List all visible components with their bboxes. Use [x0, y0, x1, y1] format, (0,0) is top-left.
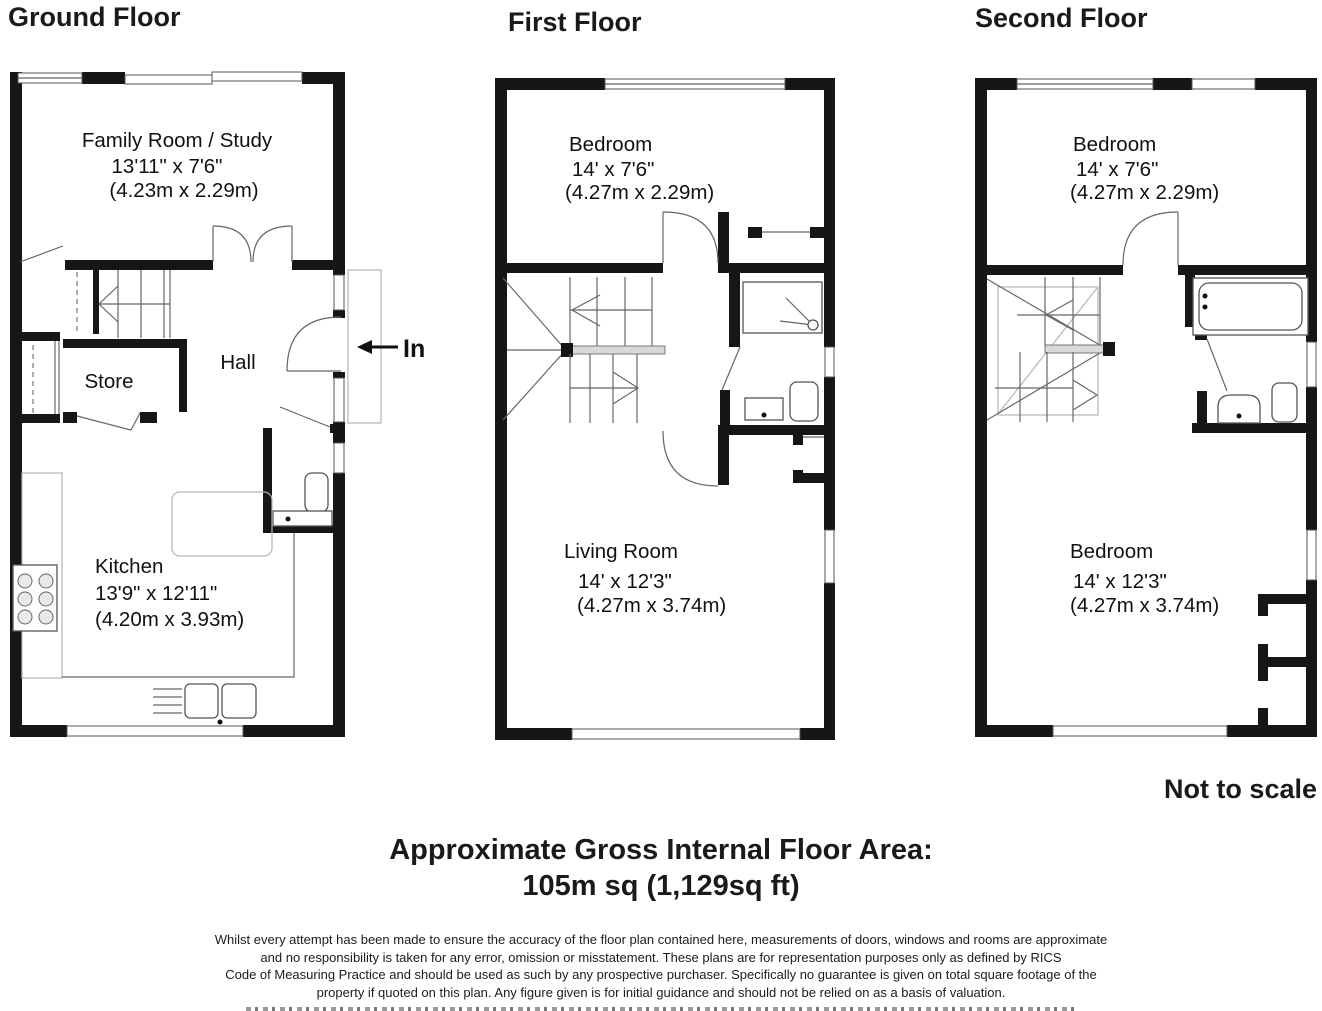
room-dims-imperial-bedroom-back: 14' x 12'3" [1073, 570, 1167, 593]
room-label-hall: Hall [220, 351, 256, 374]
room-label-store: Store [84, 370, 134, 393]
bathroom-door-icon [1207, 339, 1227, 391]
first-floor-title: First Floor [508, 7, 642, 37]
first-floor-stairs-icon [503, 277, 665, 423]
room-label-bedroom-front: Bedroom [1073, 133, 1157, 156]
basin-icon [745, 398, 783, 420]
first-floor-plan [495, 78, 835, 740]
stair-rail [563, 346, 665, 354]
sink-icon [153, 684, 256, 725]
stair-newel [1103, 342, 1115, 356]
room-dims-imperial-bedroom-front: 14' x 7'6" [1076, 158, 1159, 181]
room-dims-imperial-bedroom-ff: 14' x 7'6" [572, 158, 655, 181]
toilet-icon [1272, 383, 1297, 422]
stair-rail [1045, 345, 1113, 353]
room-dims-metric-bedroom-back: (4.27m x 3.74m) [1070, 594, 1220, 617]
shower-icon [743, 282, 822, 333]
stair-newel [561, 343, 573, 357]
room-dims-imperial-kitchen: 13'9" x 12'11" [95, 582, 218, 605]
double-door-icon [213, 226, 292, 262]
not-to-scale-note: Not to scale [1163, 774, 1317, 804]
room-dims-metric-kitchen: (4.20m x 3.93m) [95, 608, 245, 631]
disclaimer-line: and no responsibility is taken for any error, omission or misstatement. These plans are for representation purposes only as defined by RICS [260, 949, 1062, 965]
entrance-arrow-icon [357, 340, 398, 354]
bedroom-door-icon [663, 212, 718, 263]
disclaimer-line: property if quoted on this plan. Any figure given is for initial guidance and should not be relied on as a basis of valuation. [316, 984, 1006, 1000]
second-floor-stairs-icon [987, 277, 1115, 422]
disclaimer-line: Code of Measuring Practice and should be used as such by any prospective purchaser. Specifically no guarantee is given on total square footage of the [225, 967, 1097, 982]
room-label-family-room: Family Room / Study [81, 129, 273, 152]
disclaimer-line: Whilst every attempt has been made to ensure the accuracy of the floor plan contained here, measurements of doors, windows and rooms are approximate [214, 932, 1108, 947]
room-dims-metric-bedroom-ff: (4.27m x 2.29m) [565, 181, 715, 204]
wc-door-icon [280, 407, 330, 427]
cropped-text-line [246, 1007, 1076, 1011]
room-dims-imperial-family-room: 13'11" x 7'6" [111, 155, 223, 178]
ground-floor-title: Ground Floor [8, 2, 181, 32]
floor-area-value: 105m sq (1,129sq ft) [522, 870, 800, 902]
bathroom-door-icon [722, 347, 740, 390]
ground-floor-plan [10, 72, 425, 737]
room-dims-metric-living-room: (4.27m x 3.74m) [577, 594, 727, 617]
room-label-living-room: Living Room [564, 540, 678, 563]
bathtub-icon [1193, 278, 1308, 335]
floor-area-heading: Approximate Gross Internal Floor Area: [389, 834, 933, 866]
stove-icon [13, 565, 57, 631]
room-label-bedroom-ff: Bedroom [569, 133, 653, 156]
first-floor-walls [495, 78, 835, 740]
room-dims-metric-family-room: (4.23m x 2.29m) [109, 179, 259, 202]
family-room-door-icon [20, 246, 63, 262]
toilet-icon [790, 382, 818, 421]
second-floor-windows [1017, 79, 1316, 736]
entrance-label: In [403, 335, 426, 363]
wc-toilet-icon [273, 473, 332, 526]
disclaimer [0, 931, 1322, 1001]
room-dims-imperial-living-room: 14' x 12'3" [578, 570, 672, 593]
room-dims-metric-bedroom-front: (4.27m x 2.29m) [1070, 181, 1220, 204]
bedroom-door-icon [1123, 212, 1178, 265]
second-floor-title: Second Floor [975, 3, 1148, 33]
room-label-kitchen: Kitchen [95, 555, 164, 578]
store-door-icon [77, 413, 140, 430]
living-room-door-icon [663, 431, 718, 486]
basin-icon [1218, 395, 1260, 423]
room-label-bedroom-back: Bedroom [1070, 540, 1154, 563]
second-floor-plan [975, 78, 1317, 737]
